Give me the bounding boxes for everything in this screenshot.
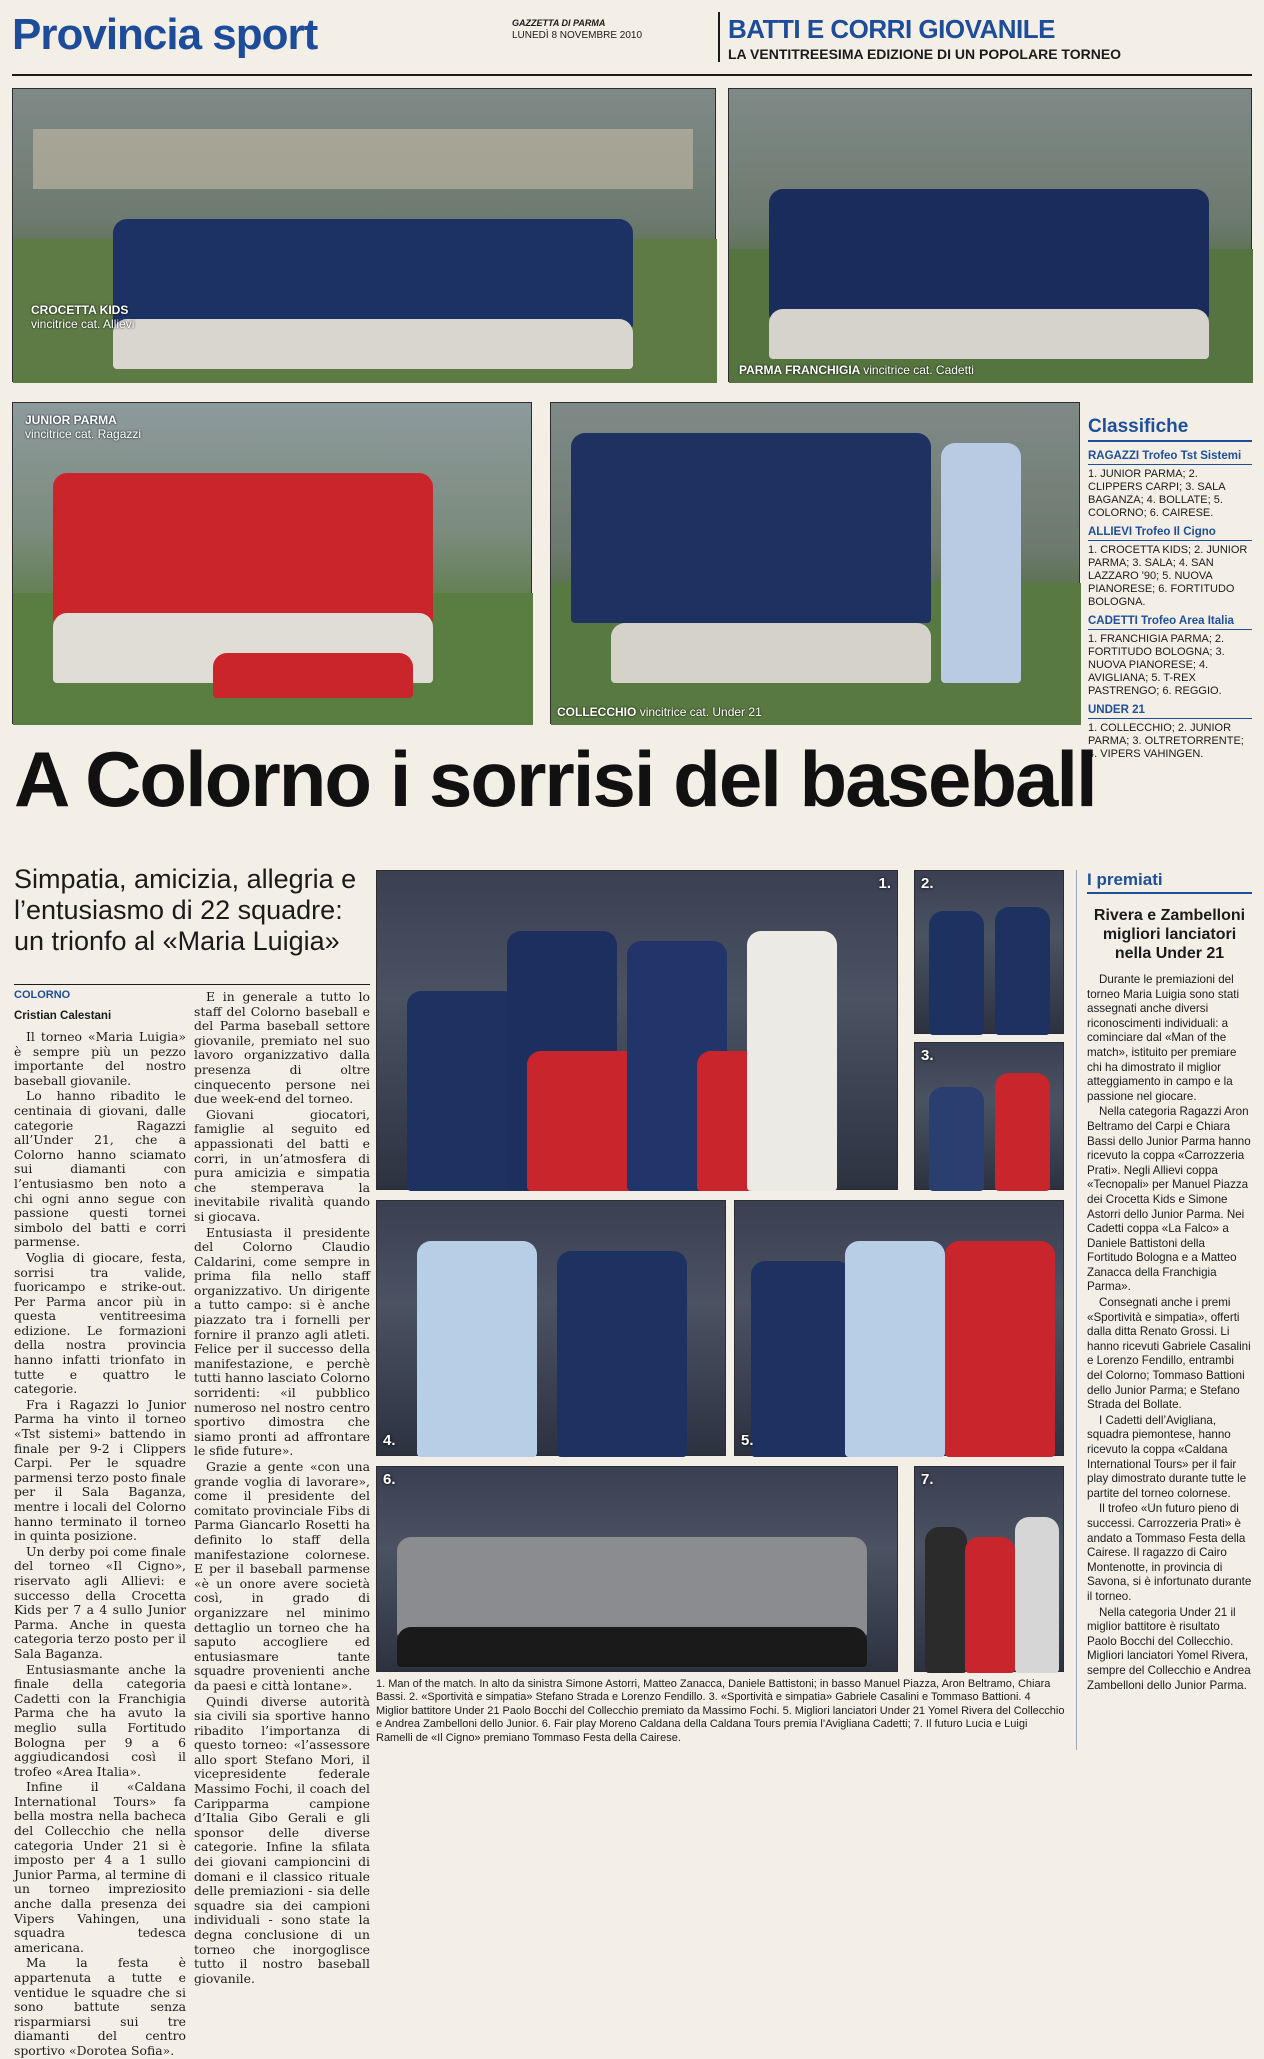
photo-5 (734, 1200, 1064, 1456)
byline-rule (14, 984, 370, 985)
classifiche-box (1088, 416, 1252, 760)
photo-captions: 1. Man of the match. In alto da sinistra Simone Astorri, Matteo Zanacca, Daniele Battistoni; in basso Manuel Piazza, Aron Beltramo, Chiara Bassi. 2. «Sportività e simpatia» Stefano Strada e Lorenzo Fendillo. 3. «Sportività e simpatia» Gabriele Casalini e Tommaso Battioni. 4 Miglior battitore Under 21 Paolo Bocchi del Collecchio premiato da Massimo Fochi. 5. Migliori lanciatori Under 21 Yomel Rivera del Collecchio e Andrea Zambelloni dello Junior. 6. Fair play Moreno Caldana della Caldana Tours premia l’Avigliana Cadetti; 7. Il futuro Lucia e Luigi Ramelli de «Il Cigno» premiano Tommaso Festa della Cairese. (376, 1678, 1065, 1744)
header-divider (718, 12, 720, 62)
subhead: Simpatia, amicizia, allegria e l’entusiasmo di 22 squadre: un trionfo al «Maria Luigia» (14, 864, 357, 956)
photo-collecchio (550, 402, 1080, 724)
photo-1-man-of-the-match (376, 870, 898, 1190)
photo-parma-franchigia (728, 88, 1252, 382)
premiati-label: I premiati (1087, 870, 1252, 894)
classifiche-under21: UNDER 21 1. COLLECCHIO; 2. JUNIOR PARMA; 3. OLTRETORRENTE; 4. VIPERS VAHINGEN. (1088, 704, 1252, 761)
paper-name: GAZZETTA DI PARMA (512, 18, 606, 28)
caption-parma: PARMA FRANCHIGIA vincitrice cat. Cadetti (739, 363, 974, 377)
photo-2 (914, 870, 1064, 1034)
premiati-title: Rivera e Zambelloni migliori lanciatori nella Under 21 (1093, 907, 1246, 962)
photo-number-6: 6. (383, 1471, 396, 1488)
photo-6 (376, 1466, 898, 1672)
headline: A Colorno i sorrisi del baseball (14, 735, 1096, 823)
photo-number-5: 5. (741, 1432, 754, 1449)
premiati-box (1076, 870, 1252, 1750)
classifiche-cadetti: CADETTI Trofeo Area Italia 1. FRANCHIGIA PARMA; 2. FORTITUDO BOLOGNA; 3. NUOVA PIANORESE; 4. AVIGLIANA; 5. T-REX PASTRENGO; 6. REGGIO. (1088, 615, 1252, 698)
photo-number-1: 1. (878, 875, 891, 892)
photo-7 (914, 1466, 1064, 1672)
caption-collecchio: COLLECCHIO vincitrice cat. Under 21 (557, 705, 762, 719)
premiati-body: Durante le premiazioni del torneo Maria Luigia sono stati assegnati anche diversi riconoscimenti individuali: a cominciare dal «Man of the match», istituito per premiare chi ha dimostrato il miglior atteggiamento in campo e la passione nel giocare. Nella categoria Ragazzi Aron Beltramo del Carpi e Chiara Bassi dello Junior Parma hanno ricevuto la coppa «Carrozzeria Prati». Negli Allievi coppa «Tecnopali» per Manuel Piazza dei Crocetta Kids e Simone Astorri dello Junior Parma. Nei Cadetti coppa «La Falco» a Daniele Battistoni della Fortitudo Bologna e a Matteo Zanacca della Franchigia Parma». Consegnati anche i premi «Sportività e simpatia», offerti dalla ditta Renato Grossi. Li hanno ricevuti Gabriele Casalini e Lorenzo Fendillo, entrambi del Colorno; Tommaso Battioni dello Junior Parma; e Stefano Strada del Bollate. I Cadetti dell’Avigliana, squadra piemontese, hanno ricevuto la coppa «Caldana International Tours» per il fair play dimostrato durante tutte le partite del torneo colornese. Il trofeo «Un futuro pieno di successi. Carrozzeria Prati» è andato a Tommaso Festa della Cairese. Il ragazzo di Cairo Montenotte, in provincia di Savona, si è infortunato durante il torneo. Nella categoria Under 21 il miglior battitore è risultato Paolo Bocchi del Collecchio. Migliori lanciatori Yomel Rivera, sempre del Collecchio e Andrea Zambelloni dello Junior Parma. (1087, 973, 1252, 1692)
classifiche-title: Classifiche (1088, 416, 1252, 442)
caption-junior: JUNIOR PARMA vincitrice cat. Ragazzi (25, 413, 142, 441)
article-column-2: E in generale a tutto lo staff del Colorno baseball e del Parma baseball settore giovanile, premiato nel suo lavoro organizzativo dalla presenza di oltre cinquecento persone nei due week-end del torneo. Giovani giocatori, famiglie al seguito ed appassionati del batti e corri, in un’atmosfera di pura amicizia e simpatia che stemperava la inevitabile rivalità quando si giocava. Entusiasta il presidente del Colorno Claudio Caldarini, come sempre in prima fila nello staff organizzativo. Un dirigente a tutto campo: si è anche piazzato tra i fornelli per fornire il pranzo agli atleti. Felice per il successo della manifestazione, e perchè tutti hanno lasciato Colorno sorridenti: «il pubblico numeroso nel nostro centro sportivo dimostra che siamo pronti ad affrontare le sfide future». Grazie a gente «con una grande voglia di lavorare», come il presidente del comitato provinciale Fibs di Parma Giancarlo Rosetti ha definito lo staff della manifestazione colornese. E per il baseball parmense «è un onore avere società così, in grado di organizzare nel minimo dettaglio un torneo che ha saputo accogliere ed entusiasmare tante squadre provenienti anche da paesi e città lontane». Quindi diverse autorità sia civili sia sportive hanno ribadito l’importanza di questo torneo: «l’assessore allo sport Stefano Mori, il vicepresidente federale Massimo Fochi, il coach del Caripparma campione d’Italia Gibo Gerali e gli sponsor delle diverse categorie. Infine la sfilata dei giovani campioncini di domani e il classico rituale delle premiazioni - sia delle squadre sia dei campioni individuali - sono state la degna conclusione di un torneo che inorgoglisce tutto il nostro baseball giovanile. (194, 989, 370, 1986)
photo-4 (376, 1200, 726, 1456)
photo-number-7: 7. (921, 1471, 934, 1488)
classifiche-ragazzi: RAGAZZI Trofeo Tst Sistemi 1. JUNIOR PARMA; 2. CLIPPERS CARPI; 3. SALA BAGANZA; 4. BOLLATE; 5. COLORNO; 6. CAIRESE. (1088, 450, 1252, 520)
classifiche-allievi: ALLIEVI Trofeo Il Cigno 1. CROCETTA KIDS; 2. JUNIOR PARMA; 3. SALA; 4. SAN LAZZARO '90; 5. NUOVA PIANORESE; 6. FORTITUDO BOLOGNA. (1088, 526, 1252, 609)
photo-number-3: 3. (921, 1047, 934, 1064)
photo-crocetta-kids (12, 88, 716, 382)
photo-junior-parma (12, 402, 532, 724)
photo-number-4: 4. (383, 1432, 396, 1449)
byline-author: Cristian Calestani (14, 1010, 112, 1022)
issue-date: LUNEDÌ 8 NOVEMBRE 2010 (512, 30, 643, 41)
photo-3 (914, 1042, 1064, 1190)
byline-place: COLORNO (14, 989, 71, 1001)
article-column-1: Il torneo «Maria Luigia» è sempre più un pezzo importante del nostro baseball giovanile. Lo hanno ribadito le centinaia di giovani, dalle categorie Ragazzi all’Under 21, che a Colorno hanno sciamato sui diamanti con l’entusiasmo ben noto a chi ogni anno segue con passione questi tornei simbolo del batti e corri parmense. Voglia di giocare, festa, sorrisi tra valide, fuoricampo e strike-out. Per Parma ancor più in questa ventitreesima edizione. Le formazioni della nostra provincia hanno infatti trionfato in tutte e quattro le categorie. Fra i Ragazzi lo Junior Parma ha vinto il torneo «Tst sistemi» battendo in finale per 9-2 i Clippers Carpi. Per le squadre parmensi terzo posto finale per il Sala Baganza, mentre i locali del Colorno hanno terminato il torneo in quinta posizione. Un derby poi come finale del torneo «Il Cigno», riservato agli Allievi: e successo della Crocetta Kids per 7 a 4 sullo Junior Parma. Anche in questa categoria terzo posto per il Sala Baganza. Entusiasmante anche la finale della categoria Cadetti con la Franchigia Parma che ha avuto la meglio sulla Fortitudo Bologna per 9 a 6 aggiudicandosi così il trofeo «Area Italia». Infine il «Caldana International Tours» fa bella mostra nella bacheca del Collecchio che nella categoria Under 21 si è imposto per 4 a 1 sullo Junior Parma, al termine di un torneo impreziosito anche dalla presenza dei Vipers Vahingen, una squadra tedesca americana. Ma la festa è appartenuta a tutte e ventidue le squadre che si sono battute senza risparmiarsi sui tre diamanti del centro sportivo «Dorotea Sofia». (14, 1029, 186, 2058)
header-rule (12, 74, 1252, 76)
header-kicker: BATTI E CORRI GIOVANILE (728, 14, 1055, 44)
header-subkicker: LA VENTITREESIMA EDIZIONE DI UN POPOLARE TORNEO (728, 46, 1122, 62)
caption-crocetta: CROCETTA KIDS vincitrice cat. Allievi (31, 303, 135, 331)
masthead (12, 8, 1252, 68)
section-title: Provincia sport (12, 10, 318, 59)
photo-number-2: 2. (921, 875, 934, 892)
